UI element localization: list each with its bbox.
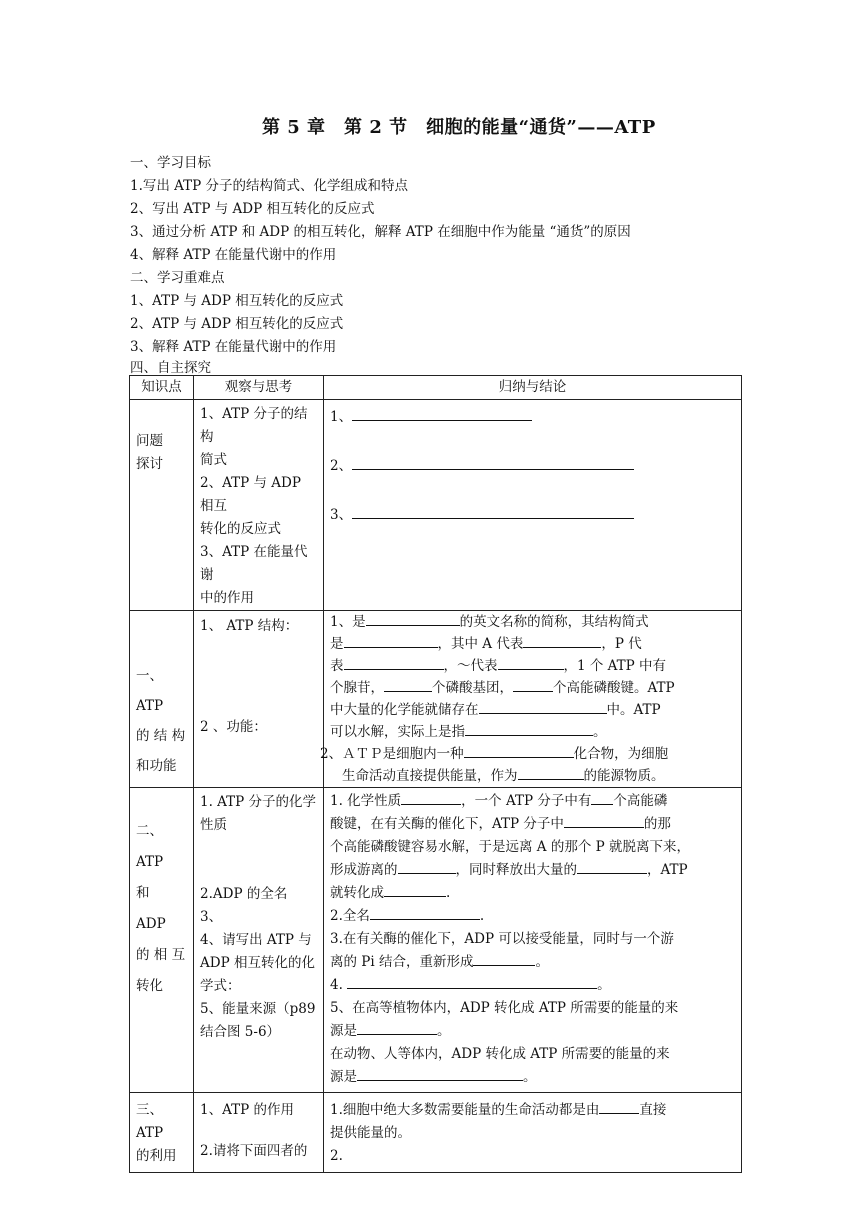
section-heading-goals: 一、学习目标 <box>130 155 211 171</box>
observation-text: 3、 <box>200 909 223 925</box>
observation-text: 1. ATP 分子的化学 <box>200 794 317 810</box>
text-segment: ，1 个 ATP 中有 <box>563 658 667 674</box>
text-segment: ，一个 ATP 分子中有 <box>461 793 592 809</box>
knowledge-point-cell <box>130 1093 194 1173</box>
answer-blank[interactable] <box>352 406 532 421</box>
knowledge-point-label: 的 结 构 <box>136 728 186 744</box>
text-segment: 的能源物质。 <box>583 768 665 784</box>
conclusion-text: 在动物、人等体内，ADP 转化成 ATP 所需要的能量的来 <box>330 1046 670 1062</box>
text-segment: 化合物，为细胞 <box>573 746 669 762</box>
text-segment: 1、是 <box>330 614 366 630</box>
answer-blank[interactable] <box>384 677 432 692</box>
section-heading-keys: 二、学习重难点 <box>130 270 225 286</box>
answer-blank[interactable] <box>347 974 597 989</box>
answer-blank[interactable] <box>591 790 613 805</box>
table-row <box>130 611 742 788</box>
text-segment: ，其中 A 代表 <box>437 636 524 652</box>
observation-text: 1、ATP 的作用 <box>200 1102 294 1118</box>
answer-blank[interactable] <box>564 813 644 828</box>
text-segment: 中。ATP <box>606 702 661 718</box>
answer-blank[interactable] <box>344 633 438 648</box>
answer-blank[interactable] <box>398 859 456 874</box>
text-segment: 生命活动直接提供能量，作为 <box>342 768 518 784</box>
section-heading-explore: 四、自主探究 <box>130 360 211 376</box>
knowledge-point-label: 一、ATP <box>136 668 164 714</box>
conclusion-cell <box>320 611 742 788</box>
conclusion-text: 3.在有关酶的催化下，ADP 可以接受能量，同时与一个游 <box>330 931 674 947</box>
knowledge-point-cell <box>130 611 194 788</box>
exploration-table <box>129 375 742 1173</box>
column-header: 观察与思考 <box>194 376 324 400</box>
observation-text: 1、 ATP 结构： <box>200 618 299 634</box>
key-item: 2、ATP 与 ADP 相互转化的反应式 <box>130 316 344 332</box>
goal-item: 2、写出 ATP 与 ADP 相互转化的反应式 <box>130 201 375 217</box>
answer-number: 3、 <box>330 507 353 523</box>
observation-text: 简式 <box>200 452 227 468</box>
knowledge-point-label: 的 相 互 <box>136 947 186 963</box>
conclusion-text: 提供能量的。 <box>330 1125 411 1141</box>
knowledge-point-label: 二、ATP <box>136 823 164 870</box>
text-segment: 个腺苷， <box>330 680 384 696</box>
text-segment: 。 <box>597 977 611 993</box>
answer-blank[interactable] <box>366 611 460 626</box>
key-item: 1、ATP 与 ADP 相互转化的反应式 <box>130 293 344 309</box>
text-segment: ，ATP <box>647 862 688 878</box>
observation-text: 性质 <box>200 817 227 833</box>
text-segment: 形成游离的 <box>330 862 398 878</box>
knowledge-point-label: 和功能 <box>136 758 177 774</box>
text-segment: 1.细胞中绝大多数需要能量的生命活动都是由 <box>330 1102 600 1118</box>
answer-blank[interactable] <box>498 655 564 670</box>
observation-text: 2 、功能： <box>200 719 267 735</box>
goal-item: 4、解释 ATP 在能量代谢中的作用 <box>130 247 337 263</box>
answer-blank[interactable] <box>464 743 574 758</box>
observation-cell <box>194 400 324 611</box>
text-segment: 2.全名 <box>330 908 370 924</box>
observation-cell <box>194 611 324 788</box>
text-segment: 。 <box>437 1023 451 1039</box>
knowledge-point-cell <box>130 788 194 1093</box>
text-segment: ，P 代 <box>601 636 642 652</box>
observation-text: 3、ATP 在能量代谢 <box>200 544 308 583</box>
text-segment: 1. 化学性质 <box>330 793 402 809</box>
column-header: 知识点 <box>130 376 194 400</box>
knowledge-point-label: 和 ADP <box>136 885 166 932</box>
answer-blank[interactable] <box>357 1020 437 1035</box>
answer-blank[interactable] <box>599 1099 639 1114</box>
key-item: 3、解释 ATP 在能量代谢中的作用 <box>130 339 337 355</box>
answer-number: 2、 <box>330 458 353 474</box>
answer-blank[interactable] <box>352 455 634 470</box>
conclusion-cell <box>324 1093 742 1173</box>
conclusion-cell <box>324 788 742 1093</box>
observation-text: 中的作用 <box>200 590 254 606</box>
answer-blank[interactable] <box>352 504 634 519</box>
text-segment: ，同时释放出大量的 <box>455 862 577 878</box>
observation-text: 5、能量来源（p89 <box>200 1001 316 1017</box>
text-segment: 就转化成 <box>330 885 384 901</box>
answer-blank[interactable] <box>401 790 461 805</box>
observation-text: 2.请将下面四者的 <box>200 1143 308 1159</box>
text-segment: 源是 <box>330 1023 357 1039</box>
observation-text: 转化的反应式 <box>200 521 281 537</box>
knowledge-point-cell <box>130 400 194 611</box>
text-segment: 离的 Pi 结合，重新形成 <box>330 954 474 970</box>
table-row <box>130 1093 742 1173</box>
observation-text: 结合图 5-6） <box>200 1024 281 1040</box>
text-segment: 直接 <box>639 1102 667 1118</box>
text-segment: 酸键，在有关酶的催化下，ATP 分子中 <box>330 816 564 832</box>
text-segment: 。 <box>535 954 549 970</box>
observation-text: 2.ADP 的全名 <box>200 886 288 902</box>
text-segment: 个高能磷 <box>613 793 668 809</box>
goal-item: 1.写出 ATP 分子的结构简式、化学组成和特点 <box>130 178 409 194</box>
table-row <box>130 788 742 1093</box>
answer-blank[interactable] <box>577 859 647 874</box>
answer-number: 1、 <box>330 409 353 425</box>
page-title: 第 5 章 第 2 节 细胞的能量“通货”——ATP <box>262 117 656 138</box>
answer-blank[interactable] <box>479 699 607 714</box>
text-segment: 的英文名称的简称，其结构简式 <box>459 614 649 630</box>
observation-cell <box>194 788 324 1093</box>
knowledge-point-label: 的利用 <box>136 1148 177 1164</box>
text-segment: 4. <box>330 977 348 993</box>
knowledge-point-label: 问题 <box>136 433 163 449</box>
column-header: 归纳与结论 <box>324 376 742 400</box>
answer-blank[interactable] <box>513 677 553 692</box>
text-segment: 中大量的化学能就储存在 <box>330 702 479 718</box>
answer-blank[interactable] <box>370 905 480 920</box>
text-segment: 。 <box>523 1069 537 1085</box>
observation-text: 2、ATP 与 ADP 相互 <box>200 475 301 514</box>
observation-text: 学式： <box>200 978 241 994</box>
text-segment: . <box>446 885 451 901</box>
observation-text: 4、请写出 ATP 与 <box>200 932 312 948</box>
answer-blank[interactable] <box>518 765 584 780</box>
text-segment: 的那 <box>643 816 671 832</box>
answer-blank[interactable] <box>357 1066 523 1081</box>
text-segment: 个磷酸基团， <box>432 680 513 696</box>
text-segment: 2、ＡＴＰ是细胞内一种 <box>320 746 464 762</box>
observation-text: 1、ATP 分子的结构 <box>200 406 308 445</box>
text-segment: 源是 <box>330 1069 357 1085</box>
knowledge-point-label: 探讨 <box>136 456 163 472</box>
knowledge-point-label: 转化 <box>136 978 163 994</box>
text-segment: . <box>479 908 485 924</box>
answer-blank[interactable] <box>344 655 444 670</box>
text-segment: ，～代表 <box>443 658 498 674</box>
observation-text: ADP 相互转化的化 <box>200 955 315 971</box>
conclusion-text: 个高能磷酸键容易水解，于是远离 A 的那个 P 就脱离下来， <box>330 839 690 855</box>
observation-cell <box>194 1093 324 1173</box>
answer-blank[interactable] <box>465 721 593 736</box>
text-segment: 个高能磷酸键。ATP <box>553 680 675 696</box>
conclusion-text: 2. <box>330 1148 343 1164</box>
text-segment: 是 <box>330 636 344 652</box>
answer-blank[interactable] <box>523 633 601 648</box>
knowledge-point-label: 三、ATP <box>136 1102 164 1141</box>
goal-item: 3、通过分析 ATP 和 ADP 的相互转化，解释 ATP 在细胞中作为能量 “通货”的原因 <box>130 224 631 240</box>
text-segment: 。 <box>593 724 607 740</box>
table-header-row <box>130 376 742 400</box>
table-row <box>130 400 742 611</box>
answer-blank[interactable] <box>473 951 535 966</box>
conclusion-cell <box>324 400 742 611</box>
conclusion-text: 5、在高等植物体内，ADP 转化成 ATP 所需要的能量的来 <box>330 1000 679 1016</box>
text-segment: 可以水解，实际上是指 <box>330 724 465 740</box>
answer-blank[interactable] <box>384 882 446 897</box>
text-segment: 表 <box>330 658 344 674</box>
